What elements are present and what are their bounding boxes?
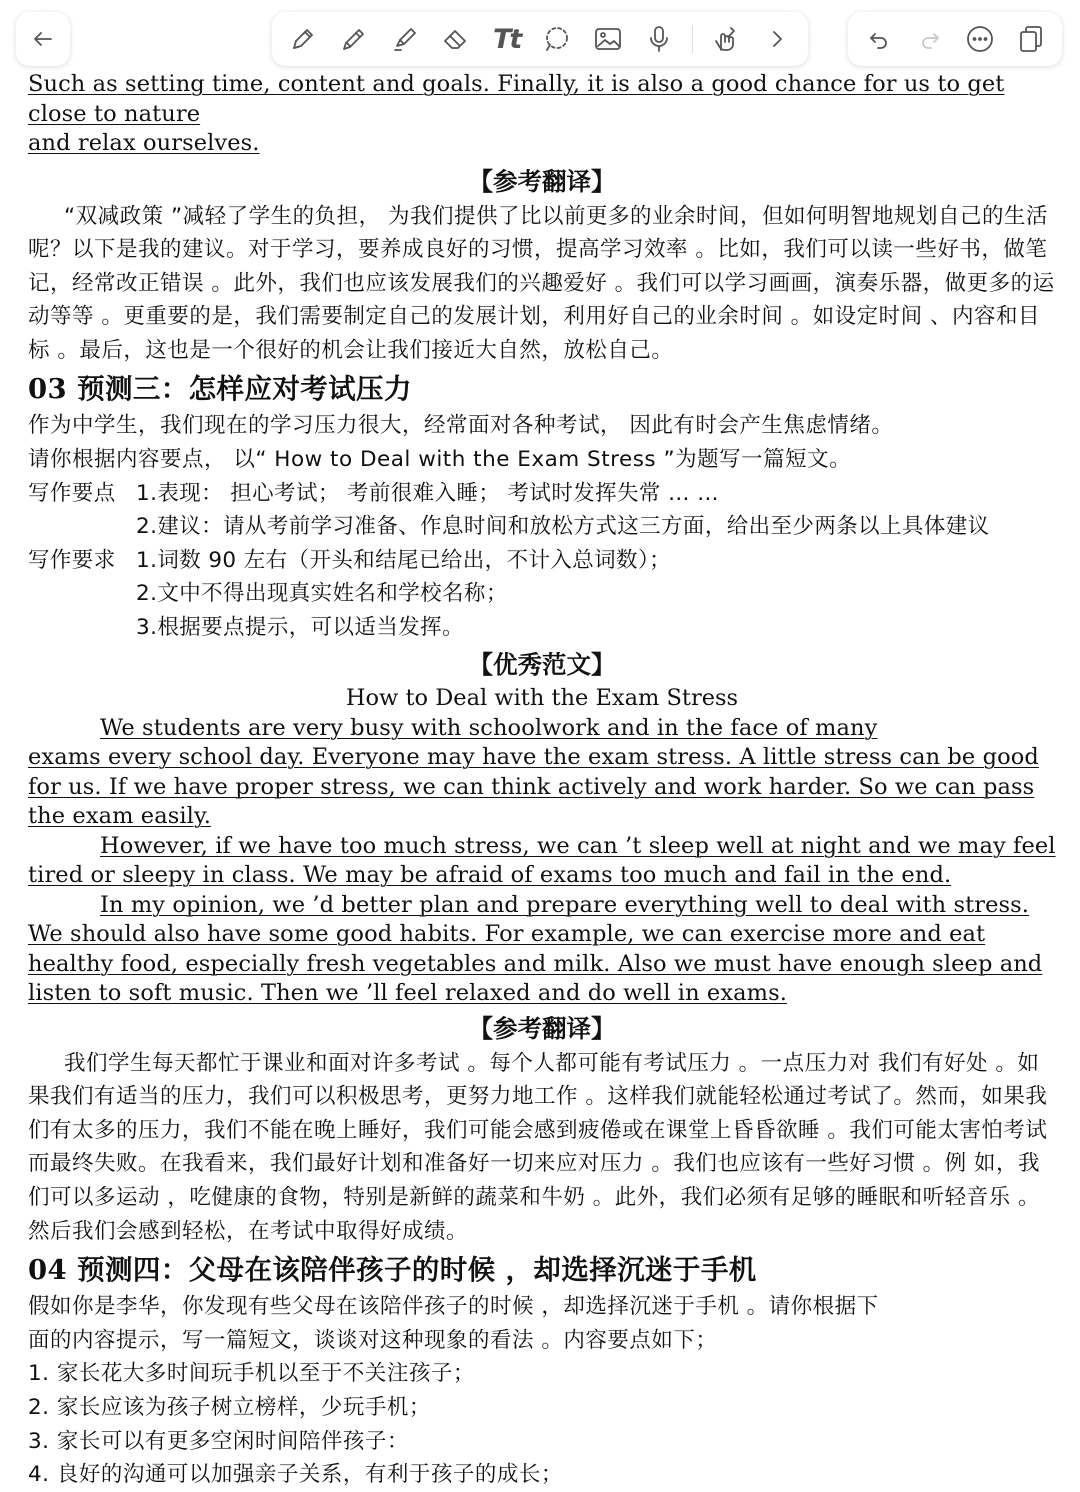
requirement-item: 2.建议：请从考前学习准备、作息时间和放松方式这三方面，给出至少两条以上具体建议 — [136, 514, 990, 540]
chevron-right-icon[interactable] — [759, 21, 795, 57]
lasso-icon[interactable] — [539, 21, 575, 57]
requirement-item: 3.根据要点提示，可以适当发挥。 — [136, 615, 464, 641]
section-title: 预测四：父母在该陪伴孩子的时候 ，却选择沉迷于手机 — [77, 1254, 757, 1287]
highlighter-icon[interactable] — [387, 21, 423, 57]
microphone-icon[interactable] — [641, 21, 677, 57]
prompt-line: 作为中学生，我们现在的学习压力很大，经常面对各种考试， 因此有时会产生焦虑情绪。 — [28, 413, 894, 439]
essay-line: and relax ourselves. — [28, 130, 260, 156]
requirement-row — [28, 611, 1056, 645]
toolbar — [0, 0, 1080, 78]
prompt-line: 假如你是李华，你发现有些父母在该陪伴孩子的时候 ，却选择沉迷于手机 。请你根据下 — [28, 1294, 879, 1320]
translation-paragraph: 我们学生每天都忙于课业和面对许多考试 。每个人都可能有考试压力 。一点压力对 我们有好处 。如果我们有适当的压力，我们可以积极思考，更努力地工作 。这样我们就能轻松通过考试了。然而，如果我们有太多的压力，我们不能在晚上睡好，我们可能会感到疲倦或在课堂上昏昏欲睡 。我们可能太害怕考试而最终失败。在我看来，我们最好计划和准备好一切来应对压力 。我们也应该有一些好习惯 。例 如，我们可以多运动 ，吃健康的食物，特别是新鲜的蔬菜和牛奶 。此外，我们必须有足够的睡眠和听轻音乐 。然后我们会感到轻松，在考试中取得好成绩。 — [28, 1050, 1048, 1244]
model-essay-heading: 【优秀范文】 — [468, 649, 616, 679]
hand-draw-icon[interactable] — [708, 21, 744, 57]
back-button[interactable] — [16, 12, 70, 66]
section-heading — [28, 369, 1056, 409]
undo-icon[interactable] — [861, 21, 897, 57]
tool-palette — [272, 12, 808, 66]
list-item: 4. 良好的沟通可以加强亲子关系，有利于孩子的成长； — [28, 1462, 563, 1488]
essay-paragraph: However, if we have too much stress, we can ’t sleep well at night and we may feel tired or sleepy in class. We may be afraid of exams too much and fail in the end. — [28, 832, 1056, 889]
list-item: 1. 家长花大多时间玩手机以至于不关注孩子； — [28, 1361, 475, 1387]
document-actions — [848, 12, 1062, 66]
requirement-item: 1.词数 90 左右（开头和结尾已给出，不计入总词数）； — [136, 547, 671, 573]
requirement-item: 2.文中不得出现真实姓名和学校名称； — [136, 581, 508, 607]
prompt-line: 面的内容提示，写一篇短文，谈谈对这种现象的看法 。内容要点如下； — [28, 1327, 718, 1353]
reference-translation-heading: 【参考翻译】 — [468, 1013, 616, 1043]
requirement-row — [28, 577, 1056, 611]
redo-icon[interactable] — [912, 21, 948, 57]
requirement-item: 1.表现： 担心考试； 考前很难入睡； 考试时发挥失常 … … — [136, 480, 720, 506]
essay-line: We students are very busy with schoolwork and in the face of many — [100, 714, 878, 741]
image-icon[interactable] — [590, 21, 626, 57]
essay-title: How to Deal with the Exam Stress — [345, 684, 739, 711]
document-page — [28, 70, 1056, 1492]
section-heading — [28, 1250, 1056, 1290]
pencil-icon[interactable] — [336, 21, 372, 57]
essay-paragraph: exams every school day. Everyone may have the exam stress. A little stress can be good for us. If we have proper stress, we can think actively and work harder. So we can pass the exam easily. — [28, 744, 1039, 830]
pages-icon[interactable] — [1013, 21, 1049, 57]
reference-translation-heading: 【参考翻译】 — [468, 166, 616, 196]
requirement-row — [28, 510, 1056, 544]
section-number: 03 — [28, 373, 68, 406]
pen-icon[interactable] — [285, 21, 321, 57]
list-item: 3. 家长可以有更多空闲时间陪伴孩子： — [28, 1428, 409, 1454]
section-title: 预测三：怎样应对考试压力 — [77, 373, 412, 406]
essay-line: Such as setting time, content and goals. Finally, it is also a good chance for us to get close to nature — [28, 71, 1005, 127]
list-item: 2. 家长应该为孩子树立榜样，少玩手机； — [28, 1394, 431, 1420]
section-number: 04 — [28, 1254, 68, 1287]
requirement-row — [28, 544, 1056, 578]
text-tool-icon[interactable]: Tt — [492, 23, 521, 55]
essay-paragraph: In my opinion, we ’d better plan and prepare everything well to deal with stress. We should also have some good habits. For example, we can exercise more and eat healthy food, especially fresh vegetables and milk. Also we must have enough sleep and listen to soft music. Then we ’ll feel relaxed and do well in exams. — [28, 891, 1043, 1007]
requirement-label: 写作要求 — [28, 547, 116, 573]
arrow-left-icon — [25, 21, 61, 57]
more-icon[interactable] — [962, 21, 998, 57]
eraser-icon[interactable] — [438, 21, 474, 57]
toolbar-divider — [692, 25, 693, 53]
translation-paragraph: “双减政策 ”减轻了学生的负担， 为我们提供了比以前更多的业余时间，但如何明智地规划自己的生活呢？以下是我的建议。对于学习，要养成良好的习惯，提高学习效率 。比如，我们可以读一些好书，做笔 记，经常改正错误 。此外，我们也应该发展我们的兴趣爱好 。我们可以学习画画，演奏乐器，做更多的运动等等 。更重要的是，我们需要制定自己的发展计划，利用好自己的业余时间 。如设定时间 、内容和目标 。最后，这也是一个很好的机会让我们接近大自然，放松自己。 — [28, 203, 1055, 363]
prompt-line: 请你根据内容要点， 以“ How to Deal with the Exam Stress ”为题写一篇短文。 — [28, 447, 852, 473]
requirement-row — [28, 477, 1056, 511]
requirement-label: 写作要点 — [28, 480, 116, 506]
